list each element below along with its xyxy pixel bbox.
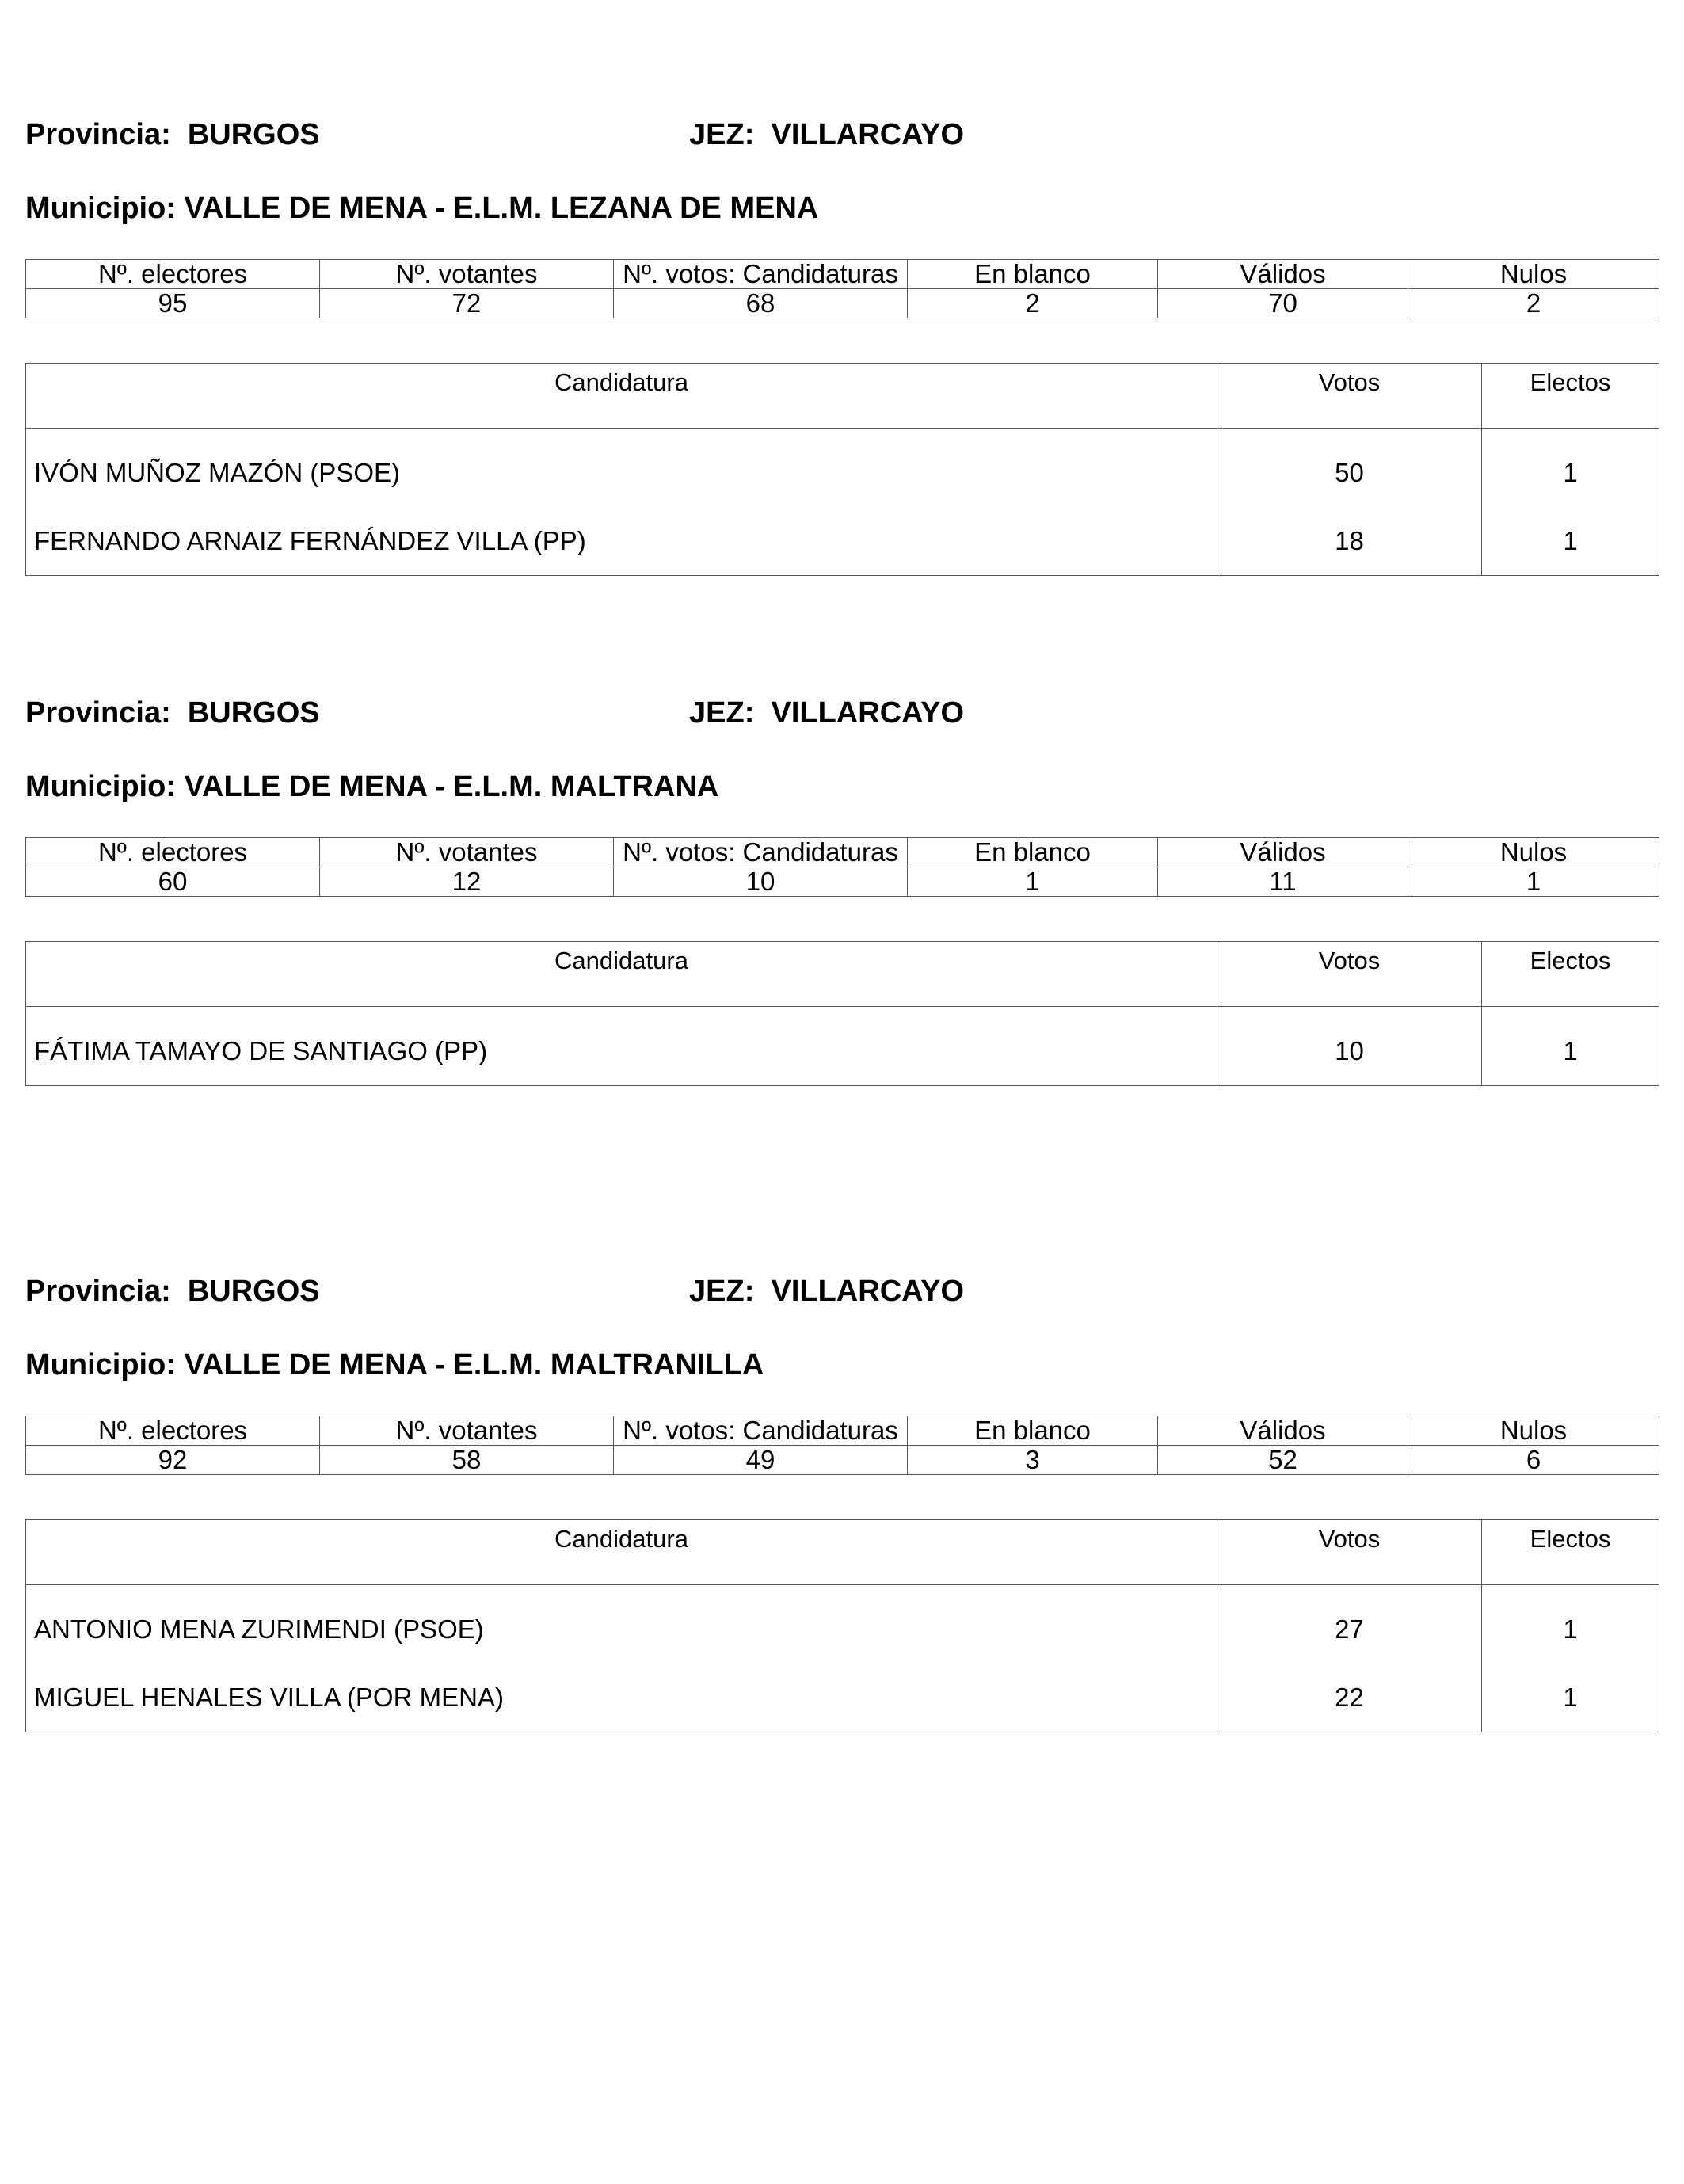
header-nulos: Nulos (1408, 1416, 1659, 1446)
candidate-electos: 1 (1482, 1007, 1659, 1086)
stats-header-row (26, 1416, 1659, 1446)
value-nulos: 6 (1408, 1446, 1659, 1475)
candidate-name: FÁTIMA TAMAYO DE SANTIAGO (PP) (26, 1007, 1217, 1086)
header-en-blanco: En blanco (908, 1416, 1158, 1446)
value-en-blanco: 2 (908, 289, 1158, 318)
provincia-heading: Provincia: BURGOS (25, 696, 320, 730)
header-nulos: Nulos (1408, 838, 1659, 867)
header-votantes: Nº. votantes (320, 260, 614, 289)
header-electores: Nº. electores (26, 260, 320, 289)
value-validos: 70 (1158, 289, 1408, 318)
header-votantes: Nº. votantes (320, 1416, 614, 1446)
stats-table (25, 1416, 1659, 1475)
header-electores: Nº. electores (26, 838, 320, 867)
header-electos: Electos (1482, 1520, 1659, 1585)
stats-value-row (26, 1446, 1659, 1475)
municipio-heading: Municipio: VALLE DE MENA - E.L.M. MALTRANA (25, 770, 719, 803)
candidates-header-row (26, 364, 1659, 429)
header-validos: Válidos (1158, 1416, 1408, 1446)
municipio-heading: Municipio: VALLE DE MENA - E.L.M. MALTRANILLA (25, 1348, 764, 1382)
jez-heading: JEZ: VILLARCAYO (689, 118, 964, 151)
provincia-heading: Provincia: BURGOS (25, 118, 320, 151)
candidate-votos: 22 (1217, 1664, 1482, 1732)
table-row (26, 507, 1659, 576)
header-votos: Votos (1217, 942, 1482, 1007)
header-nulos: Nulos (1408, 260, 1659, 289)
candidates-table (25, 1519, 1659, 1732)
value-electores: 60 (26, 867, 320, 897)
stats-header-row (26, 838, 1659, 867)
header-en-blanco: En blanco (908, 260, 1158, 289)
value-validos: 11 (1158, 867, 1408, 897)
candidates-header-row (26, 1520, 1659, 1585)
value-en-blanco: 3 (908, 1446, 1158, 1475)
candidate-name: FERNANDO ARNAIZ FERNÁNDEZ VILLA (PP) (26, 507, 1217, 576)
stats-table (25, 259, 1659, 318)
header-electores: Nº. electores (26, 1416, 320, 1446)
header-en-blanco: En blanco (908, 838, 1158, 867)
value-nulos: 1 (1408, 867, 1659, 897)
municipio-heading: Municipio: VALLE DE MENA - E.L.M. LEZANA DE MENA (25, 192, 819, 225)
header-candidatura: Candidatura (26, 364, 1217, 429)
candidate-votos: 50 (1217, 429, 1482, 508)
value-validos: 52 (1158, 1446, 1408, 1475)
header-candidatura: Candidatura (26, 942, 1217, 1007)
header-validos: Válidos (1158, 260, 1408, 289)
header-votos-candidaturas: Nº. votos: Candidaturas (614, 1416, 908, 1446)
header-votos-candidaturas: Nº. votos: Candidaturas (614, 838, 908, 867)
header-candidatura: Candidatura (26, 1520, 1217, 1585)
stats-value-row (26, 289, 1659, 318)
table-row (26, 1585, 1659, 1664)
header-electos: Electos (1482, 364, 1659, 429)
header-validos: Válidos (1158, 838, 1408, 867)
value-votos-candidaturas: 68 (614, 289, 908, 318)
candidate-electos: 1 (1482, 507, 1659, 576)
header-votos-candidaturas: Nº. votos: Candidaturas (614, 260, 908, 289)
value-votantes: 58 (320, 1446, 614, 1475)
jez-heading: JEZ: VILLARCAYO (689, 696, 964, 730)
value-electores: 92 (26, 1446, 320, 1475)
header-votantes: Nº. votantes (320, 838, 614, 867)
candidate-name: MIGUEL HENALES VILLA (POR MENA) (26, 1664, 1217, 1732)
candidate-electos: 1 (1482, 1585, 1659, 1664)
value-votantes: 72 (320, 289, 614, 318)
value-votantes: 12 (320, 867, 614, 897)
value-votos-candidaturas: 10 (614, 867, 908, 897)
header-votos: Votos (1217, 1520, 1482, 1585)
candidate-votos: 18 (1217, 507, 1482, 576)
candidates-header-row (26, 942, 1659, 1007)
value-electores: 95 (26, 289, 320, 318)
provincia-heading: Provincia: BURGOS (25, 1275, 320, 1308)
candidate-votos: 27 (1217, 1585, 1482, 1664)
candidate-name: ANTONIO MENA ZURIMENDI (PSOE) (26, 1585, 1217, 1664)
candidate-electos: 1 (1482, 429, 1659, 508)
table-row (26, 1007, 1659, 1086)
stats-table (25, 837, 1659, 897)
candidates-table (25, 941, 1659, 1086)
value-nulos: 2 (1408, 289, 1659, 318)
candidate-name: IVÓN MUÑOZ MAZÓN (PSOE) (26, 429, 1217, 508)
table-row (26, 1664, 1659, 1732)
header-votos: Votos (1217, 364, 1482, 429)
candidate-votos: 10 (1217, 1007, 1482, 1086)
stats-value-row (26, 867, 1659, 897)
jez-heading: JEZ: VILLARCAYO (689, 1275, 964, 1308)
header-electos: Electos (1482, 942, 1659, 1007)
candidate-electos: 1 (1482, 1664, 1659, 1732)
candidates-table (25, 363, 1659, 576)
value-en-blanco: 1 (908, 867, 1158, 897)
table-row (26, 429, 1659, 508)
value-votos-candidaturas: 49 (614, 1446, 908, 1475)
stats-header-row (26, 260, 1659, 289)
